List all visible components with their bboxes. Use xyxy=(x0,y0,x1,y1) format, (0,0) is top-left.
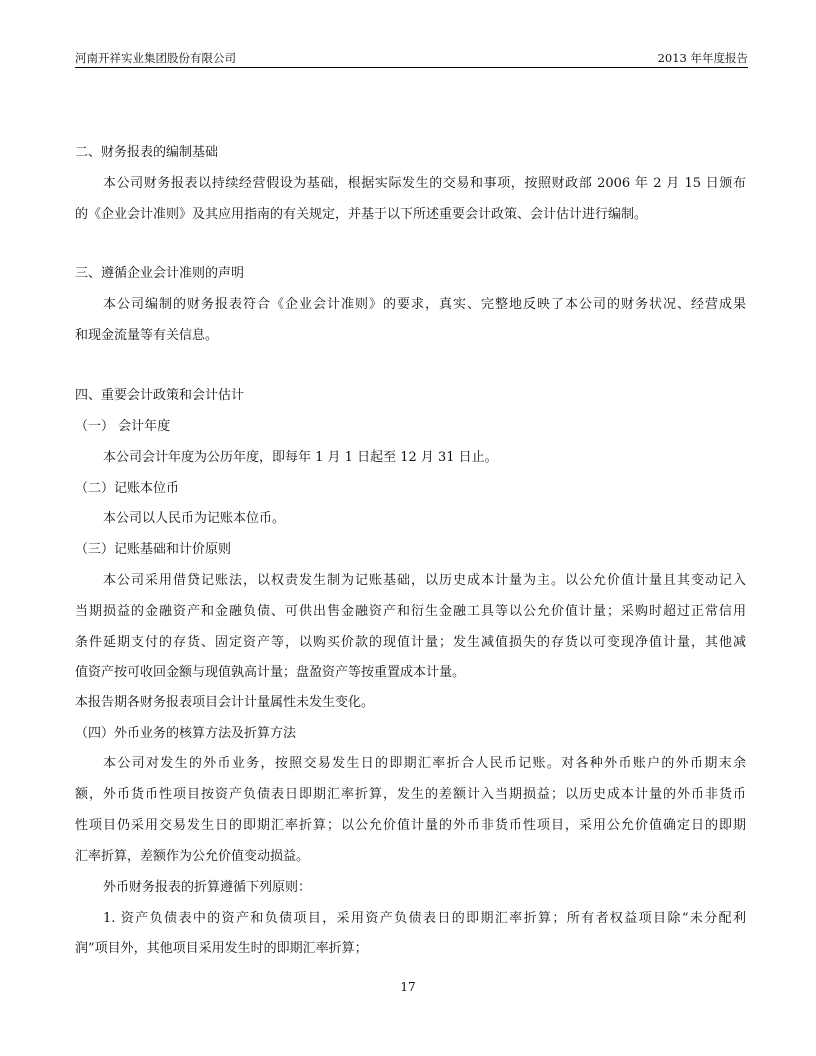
paragraph-line: 的《企业会计准则》及其应用指南的有关规定，并基于以下所述重要会计政策、会计估计进行编制。 xyxy=(75,207,648,222)
header-rule xyxy=(75,67,748,68)
paragraph-line: 本报告期各财务报表项目会计计量属性未发生变化。 xyxy=(75,695,375,710)
paragraph-line: 本公司编制的财务报表符合《企业会计准则》的要求，真实、完整地反映了本公司的财务状况、经营成果 xyxy=(103,297,746,312)
paragraph-line: 本公司采用借贷记账法，以权责发生制为记账基础，以历史成本计量为主。以公允价值计量且其变动记入 xyxy=(103,573,746,588)
section-heading-4: 四、重要会计政策和会计估计 xyxy=(75,388,245,403)
section-heading-3: 三、遵循企业会计准则的声明 xyxy=(75,266,245,281)
paragraph-line: 本公司以人民币为记账本位币。 xyxy=(103,511,286,526)
paragraph-line: 本公司对发生的外币业务，按照交易发生日的即期汇率折合人民币记账。对各种外币账户的外币期末余 xyxy=(103,756,746,771)
subsection-heading-2: （二）记账本位币 xyxy=(75,481,180,496)
paragraph-line: 1. 资产负债表中的资产和负债项目，采用资产负债表日的即期汇率折算；所有者权益项目除“未分配利 xyxy=(103,911,746,926)
paragraph-line: 值资产按可收回金额与现值孰高计量；盘盈资产等按重置成本计量。 xyxy=(75,665,466,680)
paragraph-line: 和现金流量等有关信息。 xyxy=(75,328,219,343)
paragraph-line: 条件延期支付的存货、固定资产等，以购买价款的现值计量；发生减值损失的存货以可变现净值计量，其他减 xyxy=(75,635,746,650)
header-report-title: 2013 年年度报告 xyxy=(657,51,748,65)
paragraph-line: 本公司会计年度为公历年度，即每年 1 月 1 日起至 12 月 31 日止。 xyxy=(103,450,498,465)
page-number: 17 xyxy=(400,980,416,994)
paragraph-line: 本公司财务报表以持续经营假设为基础，根据实际发生的交易和事项，按照财政部 2006 年 2 月 15 日颁布 xyxy=(103,176,746,191)
header-company: 河南开祥实业集团股份有限公司 xyxy=(75,51,236,65)
paragraph-line: 性项目仍采用交易发生日的即期汇率折算；以公允价值计量的外币非货币性项目，采用公允价值确定日的即期 xyxy=(75,818,746,833)
subsection-heading-1: （一） 会计年度 xyxy=(75,419,171,434)
paragraph-line: 当期损益的金融资产和金融负债、可供出售金融资产和衍生金融工具等以公允价值计量；采购时超过正常信用 xyxy=(75,604,746,619)
subsection-heading-4: （四）外币业务的核算方法及折算方法 xyxy=(75,726,297,741)
section-heading-2: 二、财务报表的编制基础 xyxy=(75,145,219,160)
paragraph-line: 汇率折算，差额作为公允价值变动损益。 xyxy=(75,849,310,864)
subsection-heading-3: （三）记账基础和计价原则 xyxy=(75,542,232,557)
paragraph-line: 外币财务报表的折算遵循下列原则： xyxy=(103,880,312,895)
page-header xyxy=(75,50,748,66)
paragraph-line: 额，外币货币性项目按资产负债表日即期汇率折算，发生的差额计入当期损益；以历史成本计量的外币非货币 xyxy=(75,787,746,802)
paragraph-line: 润”项目外，其他项目采用发生时的即期汇率折算； xyxy=(75,941,368,956)
